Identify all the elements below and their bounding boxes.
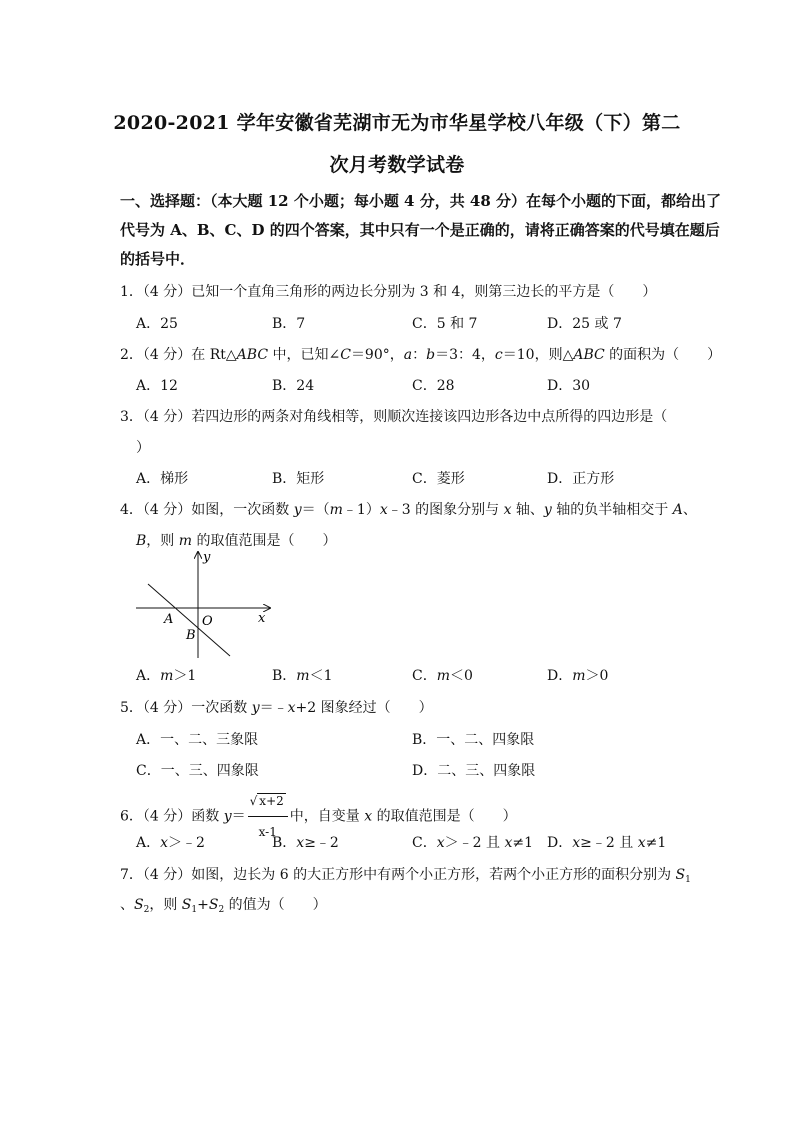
q4-graph: [130, 548, 280, 660]
question-6: 6．（4 分）函数 y＝ $\frac{√ x+2}{x-1}$ 中，自变量 x 的取值范围是（ ）: [120, 786, 680, 847]
question-7-line-1: 7．（4 分）如图，边长为 6 的大正方形中有两个小正方形，若两个小正方形的面积分别为 $S_1$: [120, 867, 691, 885]
q1-option-c: C．5 和 7: [412, 316, 478, 332]
question-4-line-1: 4．（4 分）如图，一次函数 y＝（m﹣1）x﹣3 的图象分别与 x 轴、y 轴的负半轴相交于 A、: [120, 502, 697, 518]
q3-option-a: A．梯形: [136, 471, 189, 487]
q4-option-a: A．m＞1: [136, 668, 197, 684]
q2-option-c: C．28: [412, 378, 455, 394]
q5-option-d: D．二、三、四象限: [412, 763, 536, 779]
q6-option-d: D．x≥﹣2 且 x≠1: [547, 835, 667, 851]
q1-option-b: B．7: [272, 316, 306, 332]
q1-option-a: A．25: [136, 316, 178, 332]
question-3-line-1: 3．（4 分）若四边形的两条对角线相等，则顺次连接该四边形各边中点所得的四边形是（: [120, 409, 668, 425]
y-axis-label: y: [203, 550, 211, 565]
section-instructions-line-2: 代号为 A、B、C、D 的四个答案，其中只有一个是正确的，请将正确答案的代号填在题后: [120, 221, 720, 239]
q6-option-b: B．x≥﹣2: [272, 835, 339, 851]
q6-option-a: A．x＞﹣2: [136, 835, 205, 851]
q2-option-d: D．30: [547, 378, 591, 394]
x-axis-label: x: [258, 611, 266, 626]
function-line: [148, 584, 230, 656]
q5-option-a: A．一、二、三象限: [136, 732, 259, 748]
origin-label: O: [202, 614, 213, 629]
question-2: 2．（4 分）在 Rt△ABC 中，已知∠C＝90°，a：b＝3：4，c＝10，则△ABC 的面积为（ ）: [120, 347, 722, 363]
exam-title-line-2: 次月考数学试卷: [329, 154, 465, 176]
q4-option-c: C．m＜0: [412, 668, 473, 684]
section-instructions-line-1: 一、选择题：（本大题 12 个小题；每小题 4 分，共 48 分）在每个小题的下面，都给出了: [120, 192, 722, 210]
q2-option-a: A．12: [136, 378, 178, 394]
point-b-label: B: [186, 628, 196, 643]
q1-option-d: D．25 或 7: [547, 316, 622, 332]
question-1: 1．（4 分）已知一个直角三角形的两边长分别为 3 和 4，则第三边长的平方是（ ）: [120, 284, 657, 300]
q3-option-b: B．矩形: [272, 471, 325, 487]
question-4-line-2: B，则 m 的取值范围是（ ）: [136, 533, 337, 549]
q6-option-c: C．x＞﹣2 且 x≠1: [412, 835, 533, 851]
q3-option-d: D．正方形: [547, 471, 615, 487]
question-5: 5．（4 分）一次函数 y＝﹣x+2 图象经过（ ）: [120, 700, 433, 716]
exam-title-line-1: 2020-2021 学年安徽省芜湖市无为市华星学校八年级（下）第二: [113, 112, 681, 134]
q3-option-c: C．菱形: [412, 471, 465, 487]
q4-option-b: B．m＜1: [272, 668, 333, 684]
q4-option-d: D．m＞0: [547, 668, 609, 684]
q6-fraction: $\frac{√ x+2}{x-1}$: [248, 786, 288, 847]
q5-option-b: B．一、二、四象限: [412, 732, 535, 748]
q2-option-b: B．24: [272, 378, 315, 394]
q5-option-c: C．一、三、四象限: [136, 763, 259, 779]
point-a-label: A: [164, 612, 174, 627]
question-3-line-2: ）: [136, 440, 150, 456]
section-instructions-line-3: 的括号中．: [120, 250, 196, 268]
question-7-line-2: 、$S_2$，则 $S_1+S_2$ 的值为（ ）: [120, 897, 327, 915]
